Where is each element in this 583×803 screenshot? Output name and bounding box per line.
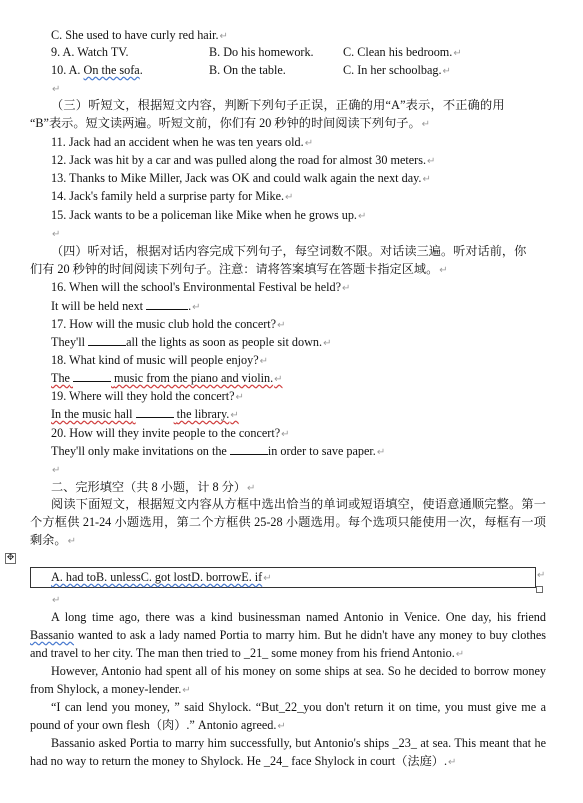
q9-option-b: B. Do his homework. (209, 45, 314, 59)
section3-item: 14. Jack's family held a surprise party for Mike.↵ (51, 189, 294, 203)
q17-answer: They'll all the lights as soon as people sit down.↵ (51, 335, 332, 349)
q19-question: 19. Where will they hold the concert?↵ (51, 389, 244, 403)
empty-paragraph: ↵ (52, 84, 61, 95)
part2-heading: 二、完形填空（共 8 小题，计 8 分）↵ (51, 480, 256, 494)
q9-option-a: 9. A. Watch TV. (51, 45, 129, 59)
section3-heading-line2: “B”表示。短文读两遍。听短文前，你们有 20 秒钟的时间阅读下列句子。↵ (30, 116, 431, 130)
q10-option-a: 10. A. On the sofa. (51, 63, 143, 77)
paragraph-mark-icon: ↵ (442, 66, 451, 77)
q16-question: 16. When will the school's Environmental Festival be held?↵ (51, 280, 351, 294)
q20-answer: They'll only make invitations on the in order to save paper.↵ (51, 444, 386, 458)
empty-paragraph: ↵ (52, 229, 61, 240)
section3-item: 13. Thanks to Mike Miller, Jack was OK and could walk again the next day.↵ (51, 171, 431, 185)
answer-blank[interactable] (73, 370, 111, 382)
q19-answer: In the music hall the library.↵ (51, 407, 239, 421)
passage-paragraph-4: Bassanio asked Portia to marry him successfully, but Antonio's ships _23_ at sea. This meant that he had no way to return the money to Shylock. He _24_ face Shylock in court（法庭）.↵ (30, 736, 546, 768)
passage-paragraph-2: However, Antonio had spent all of his money on some ships at sea. So he decided to borrow money from Shylock, a money-lender.↵ (30, 664, 546, 696)
q8-option-c: C. She used to have curly red hair.↵ (51, 28, 228, 42)
q10-option-b: B. On the table. (209, 63, 286, 77)
answer-blank[interactable] (88, 334, 126, 346)
q10-option-c: C. In her schoolbag.↵ (343, 63, 451, 77)
answer-blank[interactable] (146, 298, 188, 310)
paragraph-mark-icon: ↵ (219, 31, 228, 42)
section4-heading-line2: 们有 20 秒钟的时间阅读下列句子。注意：请将答案填写在答题卡指定区域。↵ (30, 262, 448, 276)
q20-question: 20. How will they invite people to the concert?↵ (51, 426, 290, 440)
passage-paragraph-3: “I can lend you money, ” said Shylock. “But_22_you don't return it on time, you must give me a pound of your own flesh（肉）.” Antonio agreed.↵ (30, 700, 546, 732)
empty-paragraph: ↵ (52, 465, 61, 476)
passage-paragraph-1: A long time ago, there was a kind businessman named Antonio in Venice. One day, his friend Bassanio wanted to ask a lady named Portia to marry him. But he didn't have any money to buy clothes and travel to her city. The man then tried to _21_ some money from his friend Antonio.↵ (30, 610, 546, 660)
section3-heading-line1: （三）听短文，根据短文内容，判断下列句子正误，正确的用“A”表示，不正确的用 (51, 98, 505, 112)
section3-item: 12. Jack was hit by a car and was pulled along the road for almost 30 meters.↵ (51, 153, 436, 167)
table-resize-handle-icon[interactable] (536, 586, 543, 593)
empty-paragraph: ↵ (52, 595, 61, 606)
part2-instructions: 阅读下面短文，根据短文内容从方框中选出恰当的单词或短语填空，使语意通顺完整。第一个方框供 21-24 小题选用，第二个方框供 25-28 小题选用。每个选项只能使用一次，每框有一项剩余。↵ (30, 497, 546, 547)
answer-blank[interactable] (230, 443, 268, 455)
q17-question: 17. How will the music club hold the concert?↵ (51, 317, 286, 331)
q18-answer: The music from the piano and violin.↵ (51, 371, 283, 385)
cell-end-mark-icon: ↵ (537, 570, 546, 581)
q16-answer: It will be held next .↵ (51, 299, 201, 313)
answer-blank[interactable] (136, 406, 174, 418)
table-move-handle-icon[interactable]: ✥ (6, 553, 15, 563)
q18-question: 18. What kind of music will people enjoy?↵ (51, 353, 268, 367)
word-box-options: A. had toB. unlessC. got lostD. borrowE. if↵ (51, 570, 272, 584)
q9-option-c: C. Clean his bedroom.↵ (343, 45, 462, 59)
paragraph-mark-icon: ↵ (453, 48, 462, 59)
section3-item: 11. Jack had an accident when he was ten years old.↵ (51, 135, 314, 149)
section3-item: 15. Jack wants to be a policeman like Mike when he grows up.↵ (51, 208, 367, 222)
section4-heading-line1: （四）听对话，根据对话内容完成下列句子，每空词数不限。对话读三遍。听对话前，你 (51, 244, 527, 258)
